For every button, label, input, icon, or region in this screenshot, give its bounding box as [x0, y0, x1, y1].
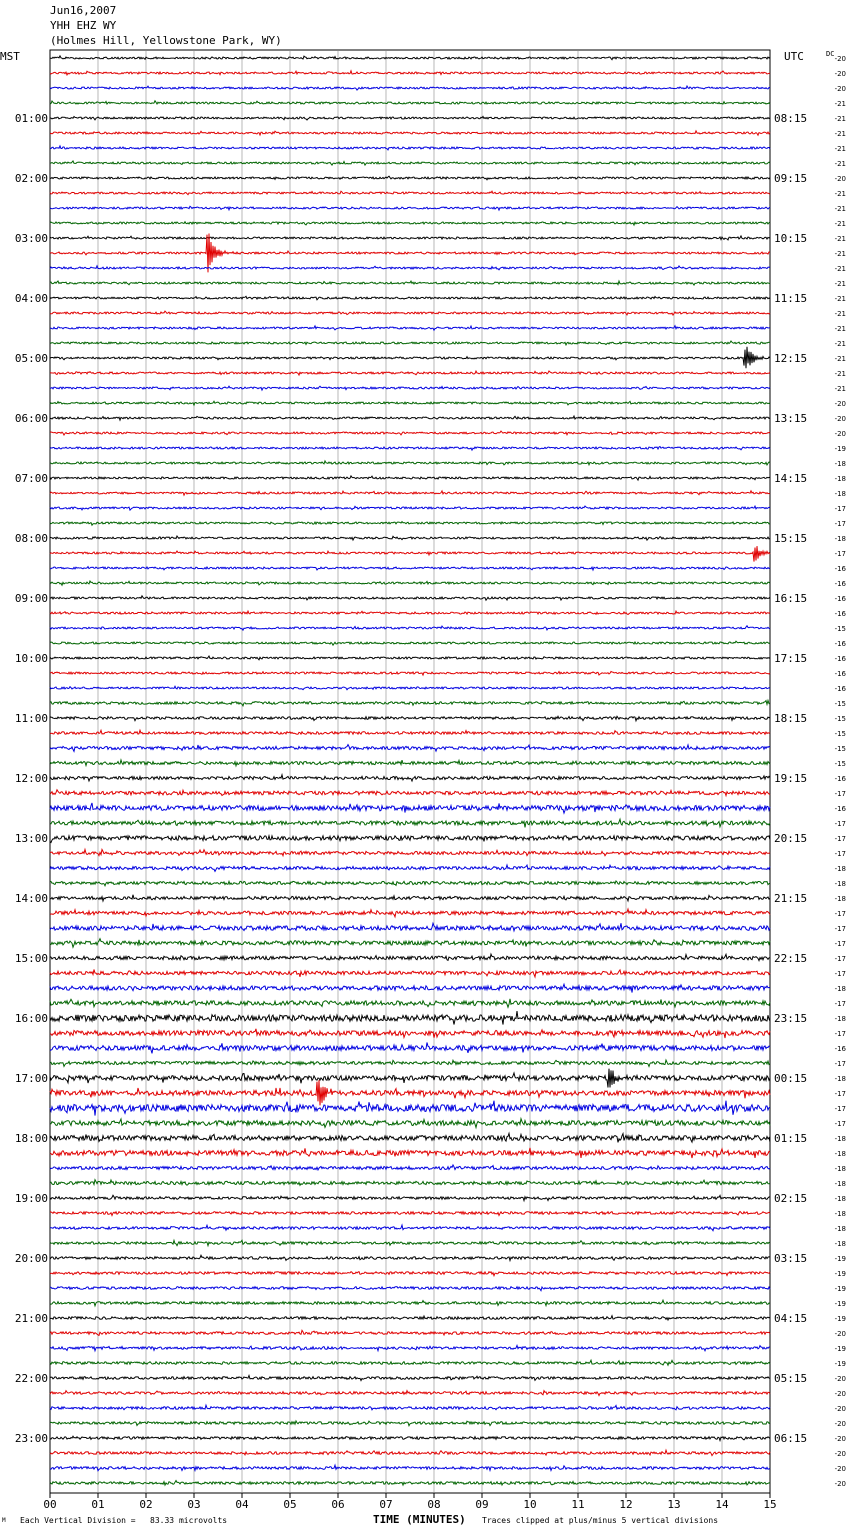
dc-offset-label: -15	[834, 700, 846, 708]
seismic-trace	[50, 567, 770, 570]
dc-offset-label: -16	[834, 565, 846, 573]
utc-hour-label: 11:15	[774, 292, 808, 305]
seismic-trace	[50, 909, 770, 917]
dc-offset-label: -18	[834, 1015, 846, 1023]
dc-offset-label: -18	[834, 1075, 846, 1083]
seismic-trace	[50, 1225, 770, 1231]
seismic-trace	[50, 371, 770, 375]
mst-hour-label: 15:00	[14, 952, 48, 965]
dc-offset-label: -15	[834, 625, 846, 633]
seismic-trace	[50, 311, 770, 315]
mst-hour-label: 23:00	[14, 1432, 48, 1445]
mst-hour-label: 04:00	[14, 292, 48, 305]
dc-offset-label: -16	[834, 805, 846, 813]
utc-hour-label: 03:15	[774, 1252, 808, 1265]
seismic-trace	[50, 984, 770, 992]
dc-offset-label: -17	[834, 940, 846, 948]
dc-offset-label: -21	[834, 250, 846, 258]
seismic-trace	[50, 1255, 770, 1260]
utc-hour-label: 02:15	[774, 1192, 808, 1205]
utc-hour-label: 21:15	[774, 892, 808, 905]
dc-offset-label: -21	[834, 355, 846, 363]
utc-hour-label: 17:15	[774, 652, 808, 665]
x-tick-label: 10	[523, 1498, 537, 1511]
utc-hour-label: 01:15	[774, 1132, 808, 1145]
seismic-trace	[50, 716, 770, 721]
seismic-trace	[50, 1029, 770, 1038]
mst-hour-label: 12:00	[14, 772, 48, 785]
seismic-trace	[50, 970, 770, 977]
utc-hour-label: 18:15	[774, 712, 808, 725]
seismic-trace	[50, 596, 770, 600]
dc-offset-label: -19	[834, 1345, 846, 1353]
seismic-trace	[50, 281, 770, 285]
seismic-trace	[50, 1119, 770, 1128]
plot-frame	[50, 50, 770, 1493]
dc-offset-label: -18	[834, 1150, 846, 1158]
seismic-trace	[50, 686, 770, 689]
seismic-trace	[50, 1376, 770, 1381]
utc-hour-label: 22:15	[774, 952, 808, 965]
mst-hour-label: 08:00	[14, 532, 48, 545]
dc-offset-label: -20	[834, 85, 846, 93]
dc-offset-label: -18	[834, 895, 846, 903]
mst-hour-label: 06:00	[14, 412, 48, 425]
mst-hour-label: 09:00	[14, 592, 48, 605]
seismic-trace	[50, 546, 770, 562]
dc-offset-label: -21	[834, 160, 846, 168]
dc-offset-label: -18	[834, 985, 846, 993]
seismic-trace	[50, 819, 770, 827]
seismic-trace	[50, 101, 770, 104]
dc-offset-label: -18	[834, 1135, 846, 1143]
location-label: (Holmes Hill, Yellowstone Park, WY)	[50, 34, 282, 47]
dc-offset-label: -19	[834, 1285, 846, 1293]
corner-mark: M	[2, 1517, 6, 1524]
x-tick-label: 05	[283, 1498, 297, 1511]
seismic-trace	[50, 296, 770, 300]
utc-hour-label: 05:15	[774, 1372, 808, 1385]
seismic-trace	[50, 700, 770, 705]
x-tick-label: 04	[235, 1498, 249, 1511]
seismic-trace	[50, 581, 770, 585]
seismic-trace	[50, 56, 770, 60]
dc-offset-label: -15	[834, 745, 846, 753]
dc-offset-label: -21	[834, 265, 846, 273]
dc-offset-label: -21	[834, 100, 846, 108]
dc-offset-label: -16	[834, 1045, 846, 1053]
seismic-trace	[50, 1287, 770, 1291]
seismic-trace	[50, 447, 770, 451]
dc-offset-label: -19	[834, 1270, 846, 1278]
dc-offset-label: -16	[834, 775, 846, 783]
seismic-trace	[50, 611, 770, 614]
dc-offset-label: -17	[834, 1060, 846, 1068]
dc-offset-label: -20	[834, 175, 846, 183]
seismic-trace	[50, 656, 770, 660]
dc-offset-label: -17	[834, 505, 846, 513]
utc-hour-label: 14:15	[774, 472, 808, 485]
x-tick-label: 06	[331, 1498, 345, 1511]
dc-offset-label: -17	[834, 1030, 846, 1038]
x-tick-label: 08	[427, 1498, 441, 1511]
seismic-trace	[50, 461, 770, 465]
dc-offset-label: -16	[834, 580, 846, 588]
seismic-trace	[50, 206, 770, 210]
dc-offset-label: -21	[834, 310, 846, 318]
mst-hour-label: 10:00	[14, 652, 48, 665]
dc-offset-label: -18	[834, 1195, 846, 1203]
seismic-trace	[50, 117, 770, 121]
seismic-trace	[50, 803, 770, 813]
dc-offset-label: -17	[834, 1000, 846, 1008]
seismic-trace	[50, 1165, 770, 1170]
dc-offset-label: -21	[834, 340, 846, 348]
seismic-trace	[50, 1212, 770, 1216]
dc-offset-label: -20	[834, 1435, 846, 1443]
time-gridlines	[50, 50, 770, 1493]
seismic-trace	[50, 626, 770, 630]
dc-offset-label: -18	[834, 1165, 846, 1173]
dc-offset-label: -15	[834, 730, 846, 738]
seismic-trace	[50, 881, 770, 886]
mst-hour-label: 21:00	[14, 1312, 48, 1325]
utc-hour-label: 12:15	[774, 352, 808, 365]
mst-hour-label: 16:00	[14, 1012, 48, 1025]
seismic-trace	[50, 1360, 770, 1365]
date-label: Jun16,2007	[50, 4, 117, 17]
dc-offset-label: -18	[834, 1240, 846, 1248]
dc-offset-label: -18	[834, 1225, 846, 1233]
dc-offset-label: -20	[834, 400, 846, 408]
seismic-trace	[50, 1450, 770, 1455]
dc-offset-label: -20	[834, 1375, 846, 1383]
seismic-trace	[50, 1300, 770, 1306]
dc-offset-label: -17	[834, 835, 846, 843]
mst-hour-label: 17:00	[14, 1072, 48, 1085]
mst-hour-label: 18:00	[14, 1132, 48, 1145]
seismic-trace	[50, 191, 770, 195]
seismic-trace	[50, 850, 770, 856]
mst-hour-label: 14:00	[14, 892, 48, 905]
mst-hour-label: 22:00	[14, 1372, 48, 1385]
dc-label: DC	[826, 50, 835, 58]
mst-hour-label: 01:00	[14, 112, 48, 125]
dc-offset-label: -21	[834, 325, 846, 333]
seismic-trace	[50, 1391, 770, 1396]
dc-offset-label: -17	[834, 1120, 846, 1128]
dc-offset-label: -21	[834, 385, 846, 393]
seismic-trace	[50, 1180, 770, 1186]
seismic-trace	[50, 1080, 770, 1105]
seismic-trace	[50, 1133, 770, 1142]
dc-offset-label: -20	[834, 1450, 846, 1458]
utc-hour-label: 20:15	[774, 832, 808, 845]
dc-offset-label: -17	[834, 970, 846, 978]
x-tick-label: 12	[619, 1498, 633, 1511]
station-label: YHH EHZ WY	[50, 19, 117, 32]
dc-offset-label: -18	[834, 460, 846, 468]
dc-offset-label: -17	[834, 1090, 846, 1098]
seismic-trace	[50, 1421, 770, 1426]
dc-offset-label: -17	[834, 910, 846, 918]
dc-offset-label: -21	[834, 130, 846, 138]
utc-hour-label: 19:15	[774, 772, 808, 785]
seismic-trace	[50, 416, 770, 420]
seismic-trace	[50, 266, 770, 270]
dc-offset-label: -17	[834, 790, 846, 798]
dc-offset-label: -18	[834, 490, 846, 498]
x-tick-label: 01	[91, 1498, 105, 1511]
seismic-trace	[50, 745, 770, 752]
seismic-trace	[50, 672, 770, 676]
mst-hour-label: 02:00	[14, 172, 48, 185]
dc-offset-label: -16	[834, 685, 846, 693]
seismic-trace	[50, 401, 770, 405]
utc-hour-label: 08:15	[774, 112, 808, 125]
dc-offset-label: -19	[834, 445, 846, 453]
mst-hour-label: 05:00	[14, 352, 48, 365]
x-axis-title: TIME (MINUTES)	[373, 1513, 466, 1526]
dc-offset-label: -18	[834, 535, 846, 543]
seismic-trace	[50, 923, 770, 931]
seismic-trace	[50, 865, 770, 871]
seismic-trace	[50, 71, 770, 75]
seismic-trace	[50, 326, 770, 330]
x-tick-label: 00	[43, 1498, 57, 1511]
seismic-trace	[50, 1316, 770, 1320]
seismic-trace	[50, 1148, 770, 1158]
dc-offset-label: -20	[834, 1480, 846, 1488]
dc-offset-label: -20	[834, 1465, 846, 1473]
seismic-trace	[50, 476, 770, 480]
utc-hour-label: 23:15	[774, 1012, 808, 1025]
dc-offset-label: -18	[834, 865, 846, 873]
dc-offset-label: -17	[834, 850, 846, 858]
seismic-trace	[50, 1011, 770, 1025]
seismic-trace	[50, 222, 770, 225]
mst-hour-label: 20:00	[14, 1252, 48, 1265]
seismic-trace	[50, 536, 770, 540]
x-tick-label: 13	[667, 1498, 681, 1511]
dc-offset-label: -21	[834, 145, 846, 153]
dc-offset-label: -20	[834, 1330, 846, 1338]
dc-offset-label: -21	[834, 295, 846, 303]
dc-offset-label: -16	[834, 595, 846, 603]
x-tick-label: 03	[187, 1498, 201, 1511]
seismic-trace	[50, 86, 770, 90]
dc-offset-label: -16	[834, 610, 846, 618]
seismic-trace	[50, 491, 770, 495]
seismic-trace	[50, 1043, 770, 1054]
mst-hour-label: 13:00	[14, 832, 48, 845]
dc-offset-label: -19	[834, 1300, 846, 1308]
utc-axis-label: UTC	[784, 50, 804, 63]
seismic-trace	[50, 939, 770, 948]
dc-offset-label: -17	[834, 550, 846, 558]
mst-hour-label: 07:00	[14, 472, 48, 485]
seismic-trace	[50, 999, 770, 1008]
seismic-trace	[50, 1346, 770, 1351]
seismic-trace	[50, 522, 770, 526]
dc-offset-label: -21	[834, 280, 846, 288]
seismic-trace	[50, 236, 770, 240]
utc-hour-label: 04:15	[774, 1312, 808, 1325]
x-tick-label: 07	[379, 1498, 393, 1511]
dc-offset-label: -18	[834, 1210, 846, 1218]
seismic-trace	[50, 954, 770, 961]
dc-offset-label: -17	[834, 520, 846, 528]
mst-axis-label: MST	[0, 50, 20, 63]
mst-hour-label: 11:00	[14, 712, 48, 725]
dc-offset-label: -16	[834, 640, 846, 648]
mst-hour-label: 19:00	[14, 1192, 48, 1205]
dc-offset-label: -21	[834, 370, 846, 378]
seismic-trace	[50, 1436, 770, 1440]
seismic-trace	[50, 836, 770, 843]
seismic-trace	[50, 1272, 770, 1276]
dc-offset-label: -21	[834, 220, 846, 228]
seismic-trace	[50, 760, 770, 766]
seismic-trace	[50, 1195, 770, 1200]
seismic-trace	[50, 176, 770, 180]
utc-hour-label: 10:15	[774, 232, 808, 245]
seismic-trace	[50, 1330, 770, 1335]
seismic-trace	[50, 1465, 770, 1471]
utc-hour-label: 00:15	[774, 1072, 808, 1085]
utc-hour-label: 15:15	[774, 532, 808, 545]
seismic-trace	[50, 1069, 770, 1088]
dc-offset-label: -16	[834, 655, 846, 663]
dc-offset-label: -21	[834, 205, 846, 213]
dc-offset-label: -18	[834, 475, 846, 483]
dc-offset-label: -20	[834, 1390, 846, 1398]
dc-offset-label: -17	[834, 925, 846, 933]
dc-offset-label: -17	[834, 820, 846, 828]
utc-hour-label: 16:15	[774, 592, 808, 605]
dc-offset-label: -19	[834, 1360, 846, 1368]
seismic-trace	[50, 1060, 770, 1066]
dc-offset-label: -20	[834, 415, 846, 423]
seismic-trace	[50, 895, 770, 901]
seismic-trace	[50, 1481, 770, 1486]
dc-offset-label: -18	[834, 1180, 846, 1188]
dc-offset-label: -20	[834, 55, 846, 63]
dc-offset-label: -17	[834, 955, 846, 963]
scale-note: Each Vertical Division = 83.33 microvolts	[20, 1516, 228, 1525]
utc-hour-label: 09:15	[774, 172, 808, 185]
seismic-trace	[50, 775, 770, 781]
dc-offset-label: -18	[834, 880, 846, 888]
seismic-traces	[50, 56, 770, 1485]
utc-hour-label: 13:15	[774, 412, 808, 425]
dc-offset-label: -20	[834, 1405, 846, 1413]
dc-offset-label: -21	[834, 235, 846, 243]
seismic-trace	[50, 730, 770, 734]
dc-offset-label: -19	[834, 1255, 846, 1263]
seismic-trace	[50, 146, 770, 150]
x-tick-label: 02	[139, 1498, 153, 1511]
x-tick-label: 11	[571, 1498, 585, 1511]
utc-hour-label: 06:15	[774, 1432, 808, 1445]
seismic-trace	[50, 161, 770, 165]
dc-offset-label: -15	[834, 760, 846, 768]
seismic-trace	[50, 1405, 770, 1410]
seismic-trace	[50, 431, 770, 435]
x-tick-label: 14	[715, 1498, 729, 1511]
seismic-trace	[50, 790, 770, 796]
seismic-trace	[50, 386, 770, 390]
dc-offset-label: -19	[834, 1315, 846, 1323]
dc-offset-label: -20	[834, 1420, 846, 1428]
seismic-trace	[50, 506, 770, 510]
dc-offset-label: -16	[834, 670, 846, 678]
dc-offset-label: -20	[834, 430, 846, 438]
seismic-trace	[50, 1240, 770, 1245]
seismic-trace	[50, 641, 770, 645]
mst-hour-label: 03:00	[14, 232, 48, 245]
seismic-trace	[50, 341, 770, 345]
dc-offset-label: -21	[834, 190, 846, 198]
clip-note: Traces clipped at plus/minus 5 vertical divisions	[482, 1516, 719, 1525]
x-tick-label: 15	[763, 1498, 777, 1511]
seismic-trace	[50, 347, 770, 368]
dc-offset-label: -20	[834, 70, 846, 78]
dc-offset-label: -21	[834, 115, 846, 123]
x-tick-label: 09	[475, 1498, 489, 1511]
seismic-trace	[50, 131, 770, 135]
dc-offset-label: -17	[834, 1105, 846, 1113]
dc-offset-label: -15	[834, 715, 846, 723]
seismic-trace	[50, 1101, 770, 1116]
